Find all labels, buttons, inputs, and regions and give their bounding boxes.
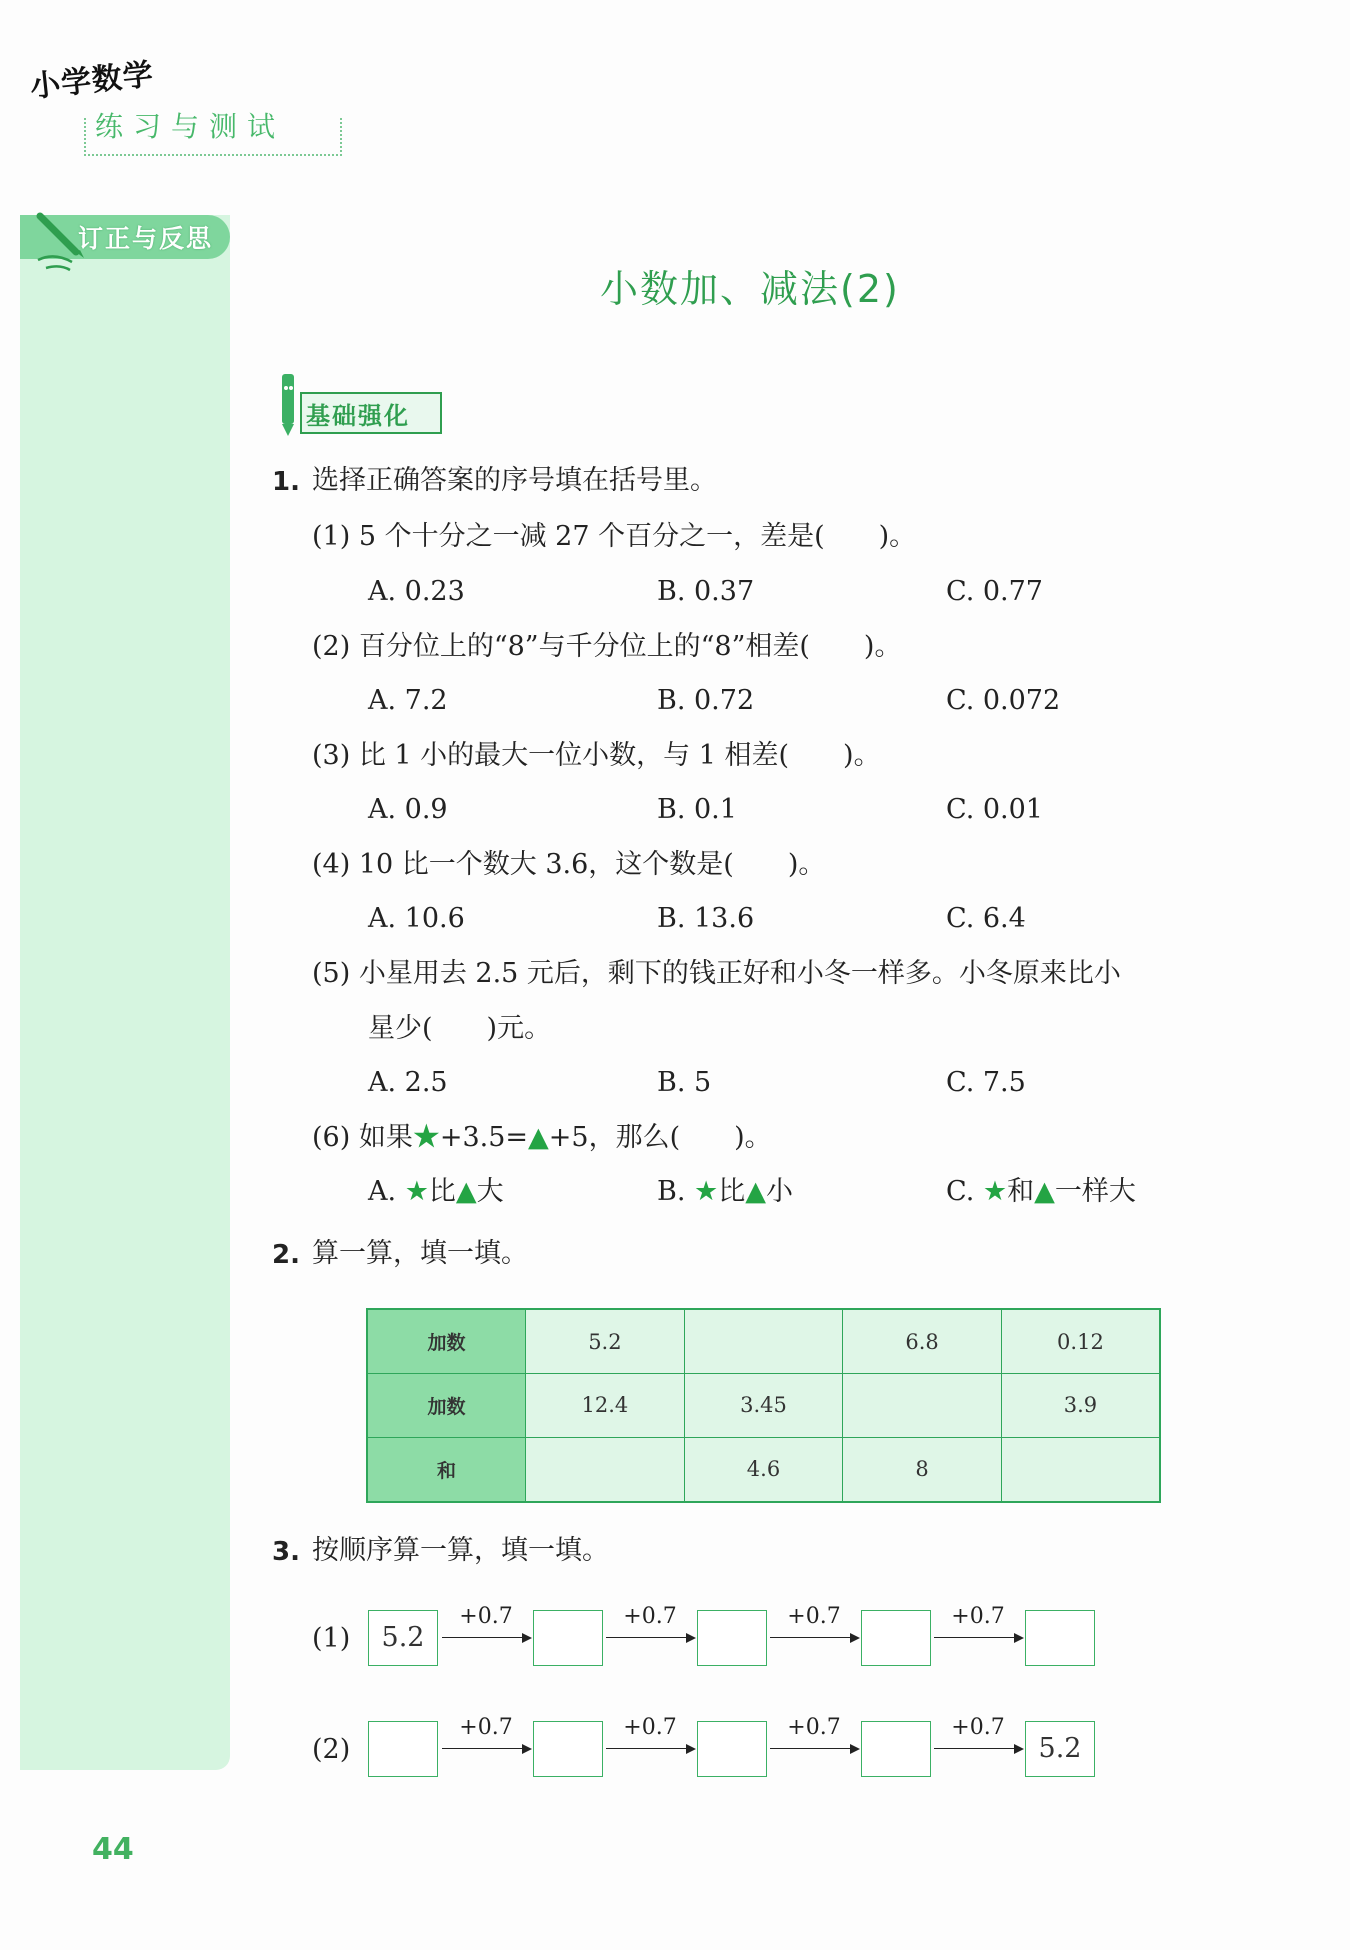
step-label: +0.7 xyxy=(459,1604,513,1629)
star-icon: ★ xyxy=(404,1176,429,1207)
option-c: C. 7.5 xyxy=(946,1067,1026,1098)
option-a: A. 7.2 xyxy=(368,685,448,716)
arrow xyxy=(770,1748,858,1749)
step-label: +0.7 xyxy=(951,1604,1005,1629)
answer-box[interactable] xyxy=(697,1721,767,1777)
step-label: +0.7 xyxy=(787,1604,841,1629)
option-c: C. 0.072 xyxy=(946,685,1061,716)
table-row xyxy=(367,1374,1160,1438)
step-label: +0.7 xyxy=(459,1715,513,1740)
option-b: B. 0.1 xyxy=(657,794,737,825)
question-prompt: 算一算，填一填。 xyxy=(312,1238,528,1269)
row-header: 加数 xyxy=(367,1374,526,1438)
addition-table xyxy=(366,1308,1161,1503)
step-label: +0.7 xyxy=(623,1604,677,1629)
triangle-icon: ▲ xyxy=(455,1176,477,1207)
option-b: B. ★比▲小 xyxy=(657,1176,794,1207)
option-b: B. 0.37 xyxy=(657,576,755,607)
option-c: C. 0.01 xyxy=(946,794,1043,825)
star-icon: ★ xyxy=(982,1176,1008,1207)
triangle-icon: ▲ xyxy=(1034,1176,1055,1207)
star-icon: ★ xyxy=(694,1176,719,1207)
option-b: B. 0.72 xyxy=(657,685,755,716)
pencil-icon xyxy=(276,372,302,438)
arrow xyxy=(442,1748,530,1749)
arrow xyxy=(442,1637,530,1638)
question-number: 2. xyxy=(272,1240,300,1270)
question-stem: (1) 5 个十分之一减 27 个百分之一，差是( )。 xyxy=(312,521,917,552)
answer-box[interactable] xyxy=(861,1721,931,1777)
option-a: A. ★比▲大 xyxy=(368,1176,504,1207)
triangle-icon: ▲ xyxy=(528,1122,549,1153)
section-label: 基础强化 xyxy=(306,402,410,430)
star-icon: ★ xyxy=(412,1122,440,1153)
question-number: 1. xyxy=(272,467,300,497)
question-stem: (4) 10 比一个数大 3.6，这个数是( )。 xyxy=(312,849,826,880)
row-header: 和 xyxy=(367,1437,526,1502)
question-stem: (2) 百分位上的“8”与千分位上的“8”相差( )。 xyxy=(312,631,902,662)
option-a: A. 10.6 xyxy=(368,903,465,934)
question-prompt: 选择正确答案的序号填在括号里。 xyxy=(312,465,717,496)
table-cell[interactable] xyxy=(526,1437,685,1502)
table-cell[interactable]: 0.12 xyxy=(1001,1309,1160,1374)
table-cell[interactable]: 8 xyxy=(843,1437,1002,1502)
answer-box[interactable] xyxy=(533,1610,603,1666)
arrow-head xyxy=(522,1744,532,1754)
arrow-head xyxy=(522,1633,532,1643)
answer-box[interactable] xyxy=(533,1721,603,1777)
question-stem: (3) 比 1 小的最大一位小数，与 1 相差( )。 xyxy=(312,740,881,771)
table-cell[interactable]: 5.2 xyxy=(526,1309,685,1374)
arrow-head xyxy=(1014,1744,1024,1754)
option-a: A. 0.9 xyxy=(368,794,448,825)
correction-sidebar xyxy=(20,215,230,1770)
answer-box[interactable]: 5.2 xyxy=(368,1610,438,1666)
table-cell[interactable]: 3.45 xyxy=(684,1374,843,1438)
arrow xyxy=(770,1637,858,1638)
table-row xyxy=(367,1309,1160,1374)
arrow-head xyxy=(686,1744,696,1754)
table-row xyxy=(367,1437,1160,1502)
step-label: +0.7 xyxy=(951,1715,1005,1740)
option-b: B. 5 xyxy=(657,1067,712,1098)
table-cell[interactable]: 6.8 xyxy=(843,1309,1002,1374)
answer-box[interactable] xyxy=(1025,1610,1095,1666)
question-prompt: 按顺序算一算，填一填。 xyxy=(312,1535,609,1566)
table-cell[interactable]: 3.9 xyxy=(1001,1374,1160,1438)
arrow xyxy=(934,1748,1022,1749)
sidebar-label: 订正与反思 xyxy=(78,224,214,253)
option-a: A. 2.5 xyxy=(368,1067,448,1098)
page-title: 小数加、减法(2) xyxy=(600,267,900,311)
table-cell[interactable] xyxy=(843,1374,1002,1438)
option-c: C. ★和▲一样大 xyxy=(946,1176,1136,1207)
option-a: A. 0.23 xyxy=(368,576,465,607)
table-cell[interactable]: 12.4 xyxy=(526,1374,685,1438)
row-header: 加数 xyxy=(367,1309,526,1374)
arrow-head xyxy=(850,1633,860,1643)
step-label: +0.7 xyxy=(787,1715,841,1740)
answer-box[interactable] xyxy=(697,1610,767,1666)
question-stem: (6) 如果★+3.5=▲+5，那么( )。 xyxy=(312,1122,772,1153)
arrow-head xyxy=(1014,1633,1024,1643)
question-stem: (5) 小星用去 2.5 元后，剩下的钱正好和小冬一样多。小冬原来比小 xyxy=(312,958,1121,989)
chain-label: (1) xyxy=(312,1623,351,1654)
table-cell[interactable] xyxy=(684,1309,843,1374)
answer-box[interactable] xyxy=(368,1721,438,1777)
book-title: 小学数学 xyxy=(28,57,156,105)
option-b: B. 13.6 xyxy=(657,903,755,934)
table-cell[interactable]: 4.6 xyxy=(684,1437,843,1502)
arrow-head xyxy=(850,1744,860,1754)
step-label: +0.7 xyxy=(623,1715,677,1740)
answer-box[interactable] xyxy=(861,1610,931,1666)
book-subtitle: 练习与测试 xyxy=(95,110,286,143)
answer-box[interactable]: 5.2 xyxy=(1025,1721,1095,1777)
arrow xyxy=(606,1637,694,1638)
option-c: C. 6.4 xyxy=(946,903,1026,934)
arrow xyxy=(606,1748,694,1749)
option-c: C. 0.77 xyxy=(946,576,1043,607)
table-cell[interactable] xyxy=(1001,1437,1160,1502)
question-number: 3. xyxy=(272,1537,300,1567)
arrow xyxy=(934,1637,1022,1638)
chain-label: (2) xyxy=(312,1734,351,1765)
triangle-icon: ▲ xyxy=(745,1176,767,1207)
question-stem-continued: 星少( )元。 xyxy=(368,1013,552,1044)
page-number: 44 xyxy=(92,1832,134,1867)
arrow-head xyxy=(686,1633,696,1643)
